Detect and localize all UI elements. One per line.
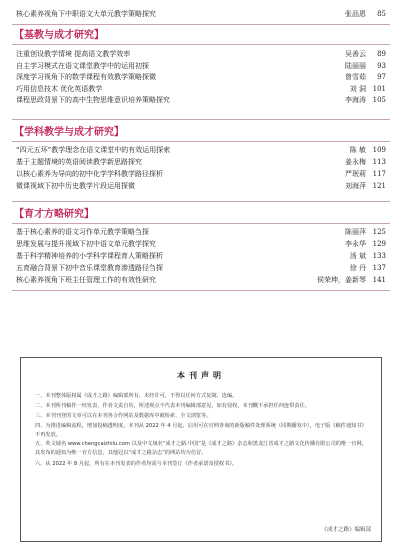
divider-line — [12, 119, 390, 120]
toc-entry-title: 核心素养视角下中职语文大单元教学策略探究 — [16, 10, 156, 18]
toc-entry-title: 基于科学精神培养的小学科学课程育人策略探析 — [16, 252, 163, 260]
toc-entry[interactable] — [16, 157, 386, 168]
toc-entry-title: 思维发展与提升视域下初中语文单元教学探究 — [16, 240, 156, 248]
declaration-paragraph: 三、本刊刊登的文章可以在本刊各合作网站及数据库中被检索、全文浏览等。 — [35, 413, 212, 419]
toc-entry-page: 89 — [377, 50, 386, 58]
toc-entry-title: 课程思政背景下的高中生物思维意识培养策略探究 — [16, 96, 170, 104]
toc-entry[interactable] — [16, 275, 386, 286]
toc-entry-title: “四元五环”教学理念在语文课堂中的有效运用探索 — [16, 146, 171, 154]
toc-entry[interactable] — [16, 181, 386, 192]
section-heading: 【学科教学与成才研究】 — [14, 127, 124, 138]
toc-entry-author: 刘 洞 — [349, 84, 366, 93]
divider-line — [12, 44, 390, 45]
declaration-box — [20, 357, 382, 542]
toc-entry-page: 113 — [372, 158, 386, 166]
toc-entry-page: 133 — [372, 252, 386, 260]
toc-entry-author: 严珉莉 — [345, 170, 366, 178]
toc-entry-author: 刘海萍 — [345, 182, 366, 190]
declaration-title: 本刊声明 — [177, 371, 225, 380]
divider-line — [12, 141, 390, 142]
toc-entry[interactable] — [16, 251, 386, 262]
toc-entry-author: 侯荣坤，姜新琴 — [317, 276, 366, 284]
declaration-paragraph: 一、本刊整体版权属《成才之路》编辑部所有，未经许可，不得以任何方式复制、选编。 — [35, 393, 238, 399]
toc-entry-author: 陆丽丽 — [345, 61, 366, 70]
section-heading: 【基教与成才研究】 — [14, 30, 104, 41]
toc-entry-author: 姜永梅 — [345, 158, 366, 166]
toc-entry-title: 巧用信息技术 优化英语教学 — [16, 84, 103, 93]
toc-entry-author: 汤 斌 — [349, 252, 366, 260]
toc-entry[interactable] — [16, 9, 386, 20]
declaration-paragraph: 二、本刊所刊稿件一经发表，作者文责自负，所述观点不代表本刊编辑部意见，如有侵权，本刊概不承担任何连带责任。 — [35, 403, 310, 409]
declaration-paragraph: 五、英文域名 www.chengcaizhilu.com 以及中文域名“成才之路.中国”是《成才之路》杂志和黑龙江省成才之路文化传播有限公司的唯一官网，其发布的通知为唯一官方信息，其他冠以“成才之路杂志”的网站均为仿冒。 — [35, 441, 367, 456]
toc-entry-page: 137 — [372, 264, 386, 272]
declaration-signature: 《成才之路》编辑部 — [321, 527, 371, 533]
toc-entry[interactable] — [16, 263, 386, 274]
toc-entry[interactable] — [16, 145, 386, 156]
toc-entry-title: 以核心素养为导向的初中化学学科教学路径探析 — [16, 170, 163, 178]
toc-entry-author: 吴善云 — [345, 50, 366, 58]
toc-entry-title: 基于主题情境的英语阅读教学新思路探究 — [16, 158, 142, 166]
toc-entry-author: 陈 敏 — [349, 146, 366, 154]
toc-entry-page: 129 — [372, 240, 386, 248]
declaration-paragraph: 四、为推进编辑流程，增加投稿透明度，本刊从 2022 年 4 月起，启用可在官网查询的新版稿件处理系统（同期播发中），电子版《稿件通知书》不再发放。 — [35, 423, 367, 438]
toc-entry-page: 125 — [372, 228, 386, 236]
toc-entry-title: 自主学习模式在语文课堂教学中的运用初探 — [16, 61, 149, 70]
toc-entry[interactable] — [16, 239, 386, 250]
toc-entry[interactable] — [16, 227, 386, 238]
section-heading: 【育才方略研究】 — [14, 209, 94, 220]
toc-entry-title: 微课视域下初中历史教学片段运用探微 — [16, 182, 135, 190]
toc-entry-page: 121 — [372, 182, 386, 190]
toc-entry-author: 张品恩 — [345, 10, 366, 18]
toc-entry[interactable] — [16, 61, 386, 72]
toc-entry-page: 97 — [377, 73, 386, 81]
toc-entry-author: 曾雪茹 — [345, 73, 366, 81]
toc-entry-title: 注重创设教学情境 提高语文教学效率 — [16, 50, 131, 58]
toc-entry-author: 徐 丹 — [349, 264, 366, 272]
toc-entry[interactable] — [16, 49, 386, 60]
declaration-paragraph: 六、从 2022 年 8 月起，所有在本刊发表的作者均需与本刊签订《作者承诺及授权书》。 — [35, 461, 238, 467]
toc-entry-page: 117 — [372, 170, 386, 178]
toc-entry-page: 93 — [377, 61, 386, 70]
toc-entry[interactable] — [16, 95, 386, 106]
toc-entry-title: 深度学习视角下的数学课程有效教学策略探微 — [16, 73, 156, 81]
toc-entry-page: 141 — [372, 276, 386, 284]
toc-entry-page: 105 — [372, 96, 386, 104]
toc-entry-page: 85 — [377, 10, 386, 18]
divider-line — [12, 24, 390, 25]
toc-entry-author: 李永华 — [345, 240, 366, 248]
toc-entry-title: 基于核心素养的语文习作单元教学策略刍探 — [16, 228, 149, 236]
divider-line — [12, 223, 390, 224]
divider-line — [12, 290, 390, 291]
toc-entry-title: 五育融合背景下初中音乐课堂教育渗透路径刍探 — [16, 264, 163, 272]
toc-entry-page: 101 — [372, 84, 386, 93]
toc-entry[interactable] — [16, 84, 386, 95]
toc-entry-author: 李海涛 — [345, 96, 366, 104]
toc-entry-page: 109 — [372, 146, 386, 154]
toc-entry[interactable] — [16, 72, 386, 83]
divider-line — [12, 201, 390, 202]
toc-entry[interactable] — [16, 169, 386, 180]
toc-entry-author: 陈丽萍 — [345, 228, 366, 236]
toc-entry-title: 核心素养视角下班主任管理工作的有效性研究 — [16, 276, 156, 284]
